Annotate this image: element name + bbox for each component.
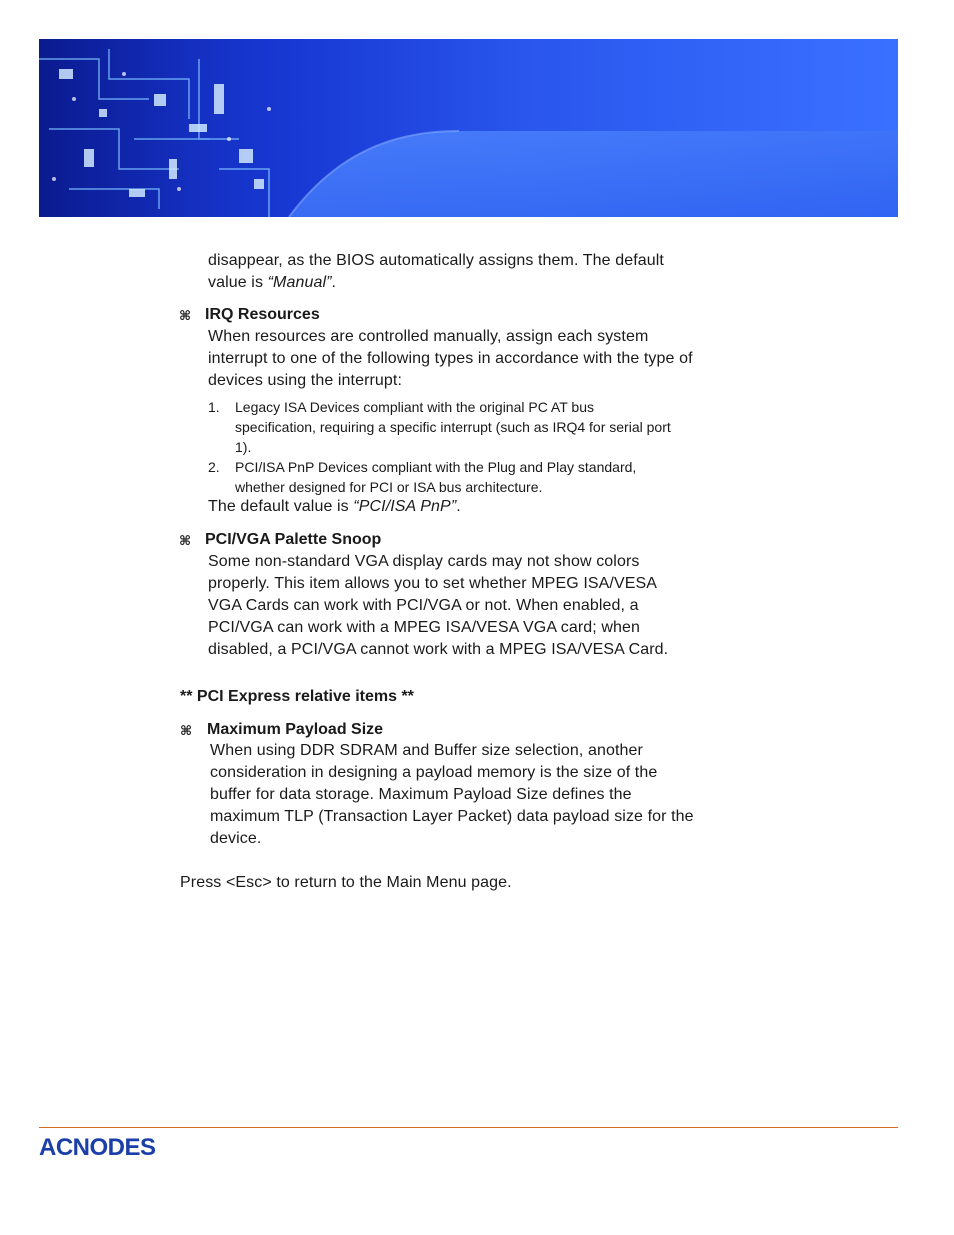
palette-line-2: properly. This item allows you to set whether MPEG ISA/VESA [208, 575, 658, 592]
circuit-board-banner [39, 39, 898, 217]
payload-line-1: When using DDR SDRAM and Buffer size selection, another [210, 742, 643, 759]
palette-line-3: VGA Cards can work with PCI/VGA or not. When enabled, a [208, 597, 639, 614]
intro-line-2 [208, 272, 336, 294]
command-bullet-icon: ⌘ [180, 724, 193, 739]
command-bullet-icon: ⌘ [179, 309, 192, 324]
palette-line-4: PCI/VGA can work with a MPEG ISA/VESA VGA card; when [208, 619, 641, 636]
intro-line-1: disappear, as the BIOS automatically assigns them. The default [208, 252, 664, 269]
footer-rule [39, 1127, 898, 1128]
payload-line-5: device. [210, 830, 262, 847]
irq-list-number-2: 2. [208, 459, 220, 475]
irq-resources-heading: IRQ Resources [205, 306, 320, 323]
irq-default-line [208, 496, 461, 518]
irq-default-value: “PCI/ISA PnP” [353, 498, 457, 515]
irq-list-2-line-2: whether designed for PCI or ISA bus architecture. [235, 479, 543, 495]
palette-line-1: Some non-standard VGA display cards may not show colors [208, 553, 640, 570]
irq-line-2: interrupt to one of the following types in accordance with the type of [208, 350, 693, 367]
irq-list-number-1: 1. [208, 399, 220, 415]
irq-list-1-line-3: 1). [235, 439, 252, 455]
esc-return-note: Press <Esc> to return to the Main Menu page. [180, 874, 512, 891]
command-bullet-icon: ⌘ [179, 534, 192, 549]
payload-line-3: buffer for data storage. Maximum Payload Size defines the [210, 786, 632, 803]
intro-default-value: “Manual” [267, 274, 332, 291]
irq-line-3: devices using the interrupt: [208, 372, 403, 389]
palette-line-5: disabled, a PCI/VGA cannot work with a MPEG ISA/VESA Card. [208, 641, 669, 658]
pci-express-heading: ** PCI Express relative items ** [180, 688, 414, 705]
logo-text: ACNODES [39, 1134, 156, 1161]
payload-line-4: maximum TLP (Transaction Layer Packet) data payload size for the [210, 808, 694, 825]
payload-line-2: consideration in designing a payload memory is the size of the [210, 764, 658, 781]
payload-size-heading: Maximum Payload Size [207, 721, 384, 738]
header-banner [39, 39, 898, 217]
irq-list-1-line-2: specification, requiring a specific interrupt (such as IRQ4 for serial port [235, 419, 671, 435]
irq-line-1: When resources are controlled manually, assign each system [208, 328, 649, 345]
irq-list-2-line-1: PCI/ISA PnP Devices compliant with the Plug and Play standard, [235, 459, 637, 475]
palette-snoop-heading: PCI/VGA Palette Snoop [205, 531, 382, 548]
intro-line-2-suffix: . [331, 274, 337, 291]
acnodes-logo [39, 1133, 199, 1166]
irq-default-prefix: The default value is [208, 498, 354, 515]
acnodes-logo-icon [39, 1133, 199, 1161]
irq-default-suffix: . [456, 498, 461, 515]
irq-list-1-line-1: Legacy ISA Devices compliant with the original PC AT bus [235, 399, 594, 415]
intro-line-2-prefix: value is [208, 274, 268, 291]
